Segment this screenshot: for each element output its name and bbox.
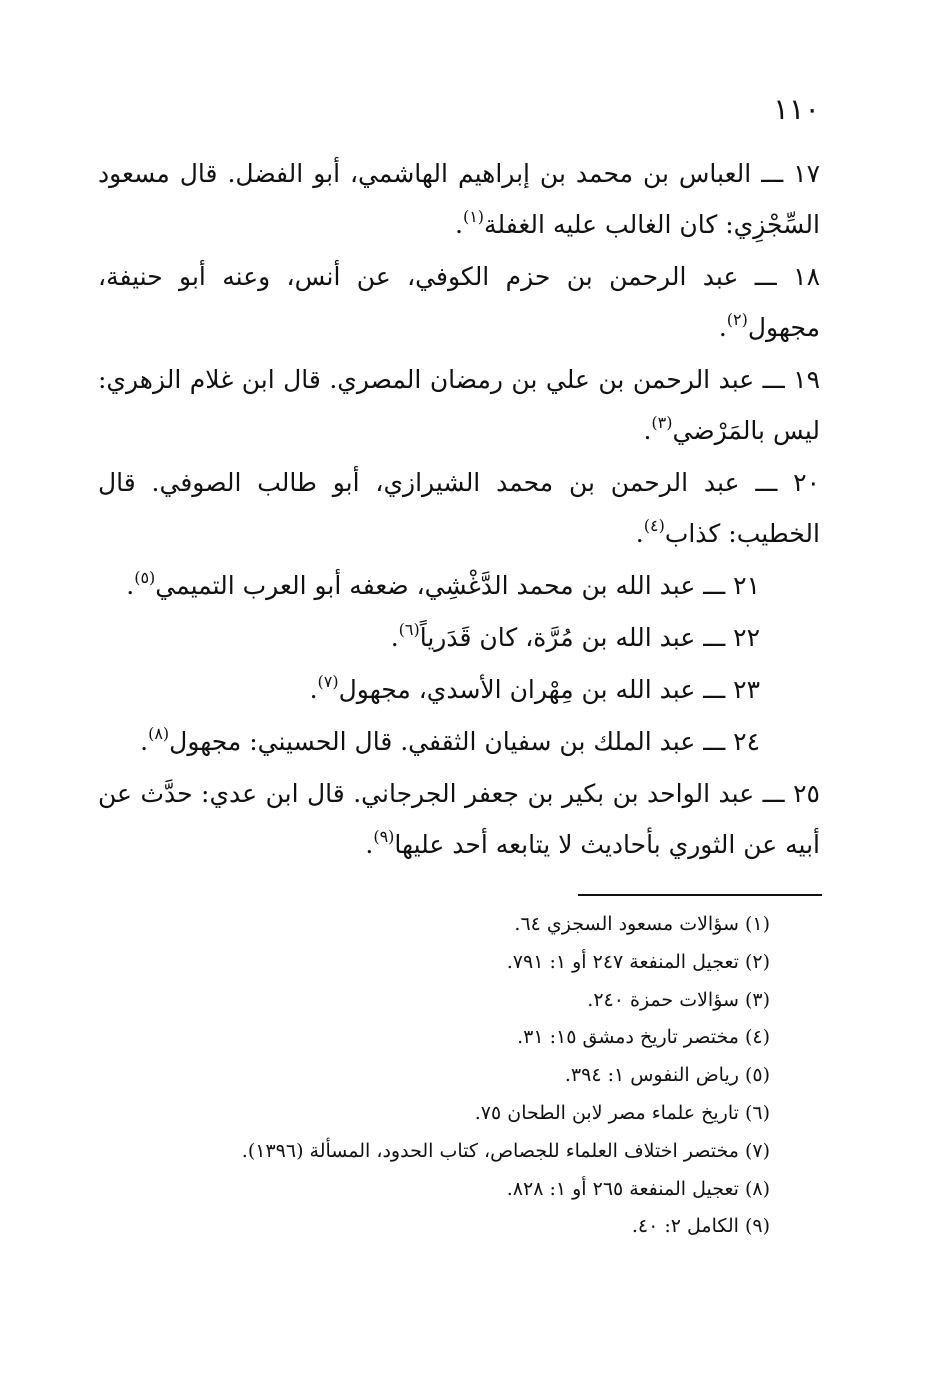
entry-text: عبد الرحمن بن علي بن رمضان المصري. قال ابن غلام الزهري: ليس بالمَرْضي bbox=[98, 365, 820, 445]
entry-text: عبد الرحمن بن حزم الكوفي، عن أنس، وعنه أبو حنيفة، مجهول bbox=[98, 262, 820, 342]
entry-number: ١٩ bbox=[793, 365, 820, 394]
footnotes-list bbox=[120, 906, 770, 1246]
entry-end: . bbox=[126, 571, 135, 600]
footnote-6 bbox=[120, 1095, 770, 1133]
footnote-text: الكامل ٢: ٤٠. bbox=[631, 1215, 739, 1238]
entry-end: . bbox=[718, 313, 727, 342]
entry-number: ٢٣ bbox=[733, 675, 760, 704]
entry-text: عبد الله بن مُرَّة، كان قَدَرياً bbox=[419, 623, 696, 652]
entry-end: . bbox=[140, 727, 149, 756]
entry-number: ٢٢ bbox=[733, 623, 760, 652]
footnote-ref: (٥) bbox=[134, 568, 156, 587]
footnote-number: (٥) bbox=[744, 1064, 770, 1087]
footnote-text: تعجيل المنفعة ٢٤٧ أو ١: ٧٩١. bbox=[506, 950, 739, 973]
footnote-number: (٧) bbox=[744, 1139, 770, 1162]
footnote-ref: (٨) bbox=[148, 724, 170, 743]
footnote-text: سؤالات مسعود السجزي ٦٤. bbox=[514, 913, 739, 935]
footnote-ref: (٩) bbox=[373, 827, 395, 846]
entry-end: . bbox=[365, 830, 374, 859]
entry-17 bbox=[98, 148, 820, 250]
entry-dash: ـــ bbox=[762, 779, 785, 808]
footnote-text: سؤالات حمزة ٢٤٠. bbox=[587, 988, 739, 1011]
entry-number: ٢١ bbox=[733, 571, 760, 600]
entry-21 bbox=[98, 560, 820, 611]
footnote-text: تاريخ علماء مصر لابن الطحان ٧٥. bbox=[474, 1101, 739, 1124]
footnote-3 bbox=[120, 982, 770, 1020]
entry-23 bbox=[98, 664, 820, 715]
footnote-text: رياض النفوس ١: ٣٩٤. bbox=[564, 1064, 739, 1087]
entry-dash: ـــ bbox=[754, 262, 777, 291]
entry-end: . bbox=[455, 210, 463, 239]
footnote-number: (٢) bbox=[744, 950, 770, 973]
footnote-number: (٣) bbox=[744, 988, 770, 1011]
footnote-7 bbox=[120, 1133, 770, 1171]
entry-20 bbox=[98, 457, 820, 559]
footnote-number: (٨) bbox=[744, 1177, 770, 1200]
entry-end: . bbox=[635, 519, 644, 548]
footnote-number: (١) bbox=[744, 913, 770, 935]
entry-dash: ـــ bbox=[703, 675, 726, 704]
entry-text: عبد الله بن محمد الدَّغْشِي، ضعفه أبو العرب التميمي bbox=[155, 571, 696, 600]
footnote-2 bbox=[120, 944, 770, 982]
footnote-ref: (٤) bbox=[643, 516, 665, 535]
entry-dash: ـــ bbox=[755, 468, 778, 497]
entry-text: العباس بن محمد بن إبراهيم الهاشمي، أبو الفضل. قال مسعود السِّجْزِي: كان الغالب عليه الغفلة bbox=[98, 159, 820, 239]
entry-dash: ـــ bbox=[703, 623, 726, 652]
footnote-ref: (٦) bbox=[398, 620, 420, 639]
entry-text: عبد الرحمن بن محمد الشيرازي، أبو طالب الصوفي. قال الخطيب: كذاب bbox=[98, 468, 820, 548]
footnote-number: (٩) bbox=[744, 1215, 770, 1238]
entry-text: عبد الله بن مِهْران الأسدي، مجهول bbox=[338, 675, 696, 704]
footnote-ref: (١) bbox=[462, 207, 485, 226]
entry-dash: ـــ bbox=[703, 727, 726, 756]
footnote-8 bbox=[120, 1171, 770, 1209]
entry-number: ٢٥ bbox=[793, 779, 820, 808]
entry-dash: ـــ bbox=[761, 159, 784, 188]
footnote-4 bbox=[120, 1019, 770, 1057]
entry-25 bbox=[98, 768, 820, 870]
entry-end: . bbox=[309, 675, 318, 704]
entry-number: ١٧ bbox=[793, 159, 820, 188]
footnote-number: (٦) bbox=[744, 1101, 770, 1124]
entry-text: عبد الملك بن سفيان الثقفي. قال الحسيني: مجهول bbox=[169, 727, 696, 756]
footnote-ref: (٢) bbox=[726, 310, 748, 329]
entry-dash: ـــ bbox=[762, 365, 785, 394]
footnote-9 bbox=[120, 1208, 770, 1246]
footnote-ref: (٣) bbox=[651, 413, 673, 432]
footnote-text: تعجيل المنفعة ٢٦٥ أو ١: ٨٢٨. bbox=[506, 1177, 739, 1200]
entry-number: ٢٠ bbox=[793, 468, 821, 497]
entries-list bbox=[98, 148, 820, 871]
page-number: ١١٠ bbox=[773, 92, 820, 126]
footnote-1 bbox=[120, 906, 770, 944]
entry-number: ١٨ bbox=[793, 262, 821, 291]
entry-number: ٢٤ bbox=[733, 727, 760, 756]
entry-19 bbox=[98, 354, 820, 456]
entry-text: عبد الواحد بن بكير بن جعفر الجرجاني. قال ابن عدي: حدَّث عن أبيه عن الثوري بأحاديث لا يتابعه أحد عليها bbox=[98, 779, 820, 859]
footnote-5 bbox=[120, 1057, 770, 1095]
footnote-ref: (٧) bbox=[317, 672, 339, 691]
footnote-divider bbox=[578, 894, 822, 896]
entry-end: . bbox=[390, 623, 399, 652]
entry-end: . bbox=[643, 416, 652, 445]
entry-24 bbox=[98, 716, 820, 767]
entry-dash: ـــ bbox=[703, 571, 726, 600]
entry-18 bbox=[98, 251, 820, 353]
entry-22 bbox=[98, 612, 820, 663]
footnote-text: مختصر تاريخ دمشق ١٥: ٣١. bbox=[517, 1026, 739, 1049]
footnote-number: (٤) bbox=[744, 1026, 770, 1049]
footnote-text: مختصر اختلاف العلماء للجصاص، كتاب الحدود، المسألة (١٣٩٦). bbox=[241, 1139, 739, 1162]
